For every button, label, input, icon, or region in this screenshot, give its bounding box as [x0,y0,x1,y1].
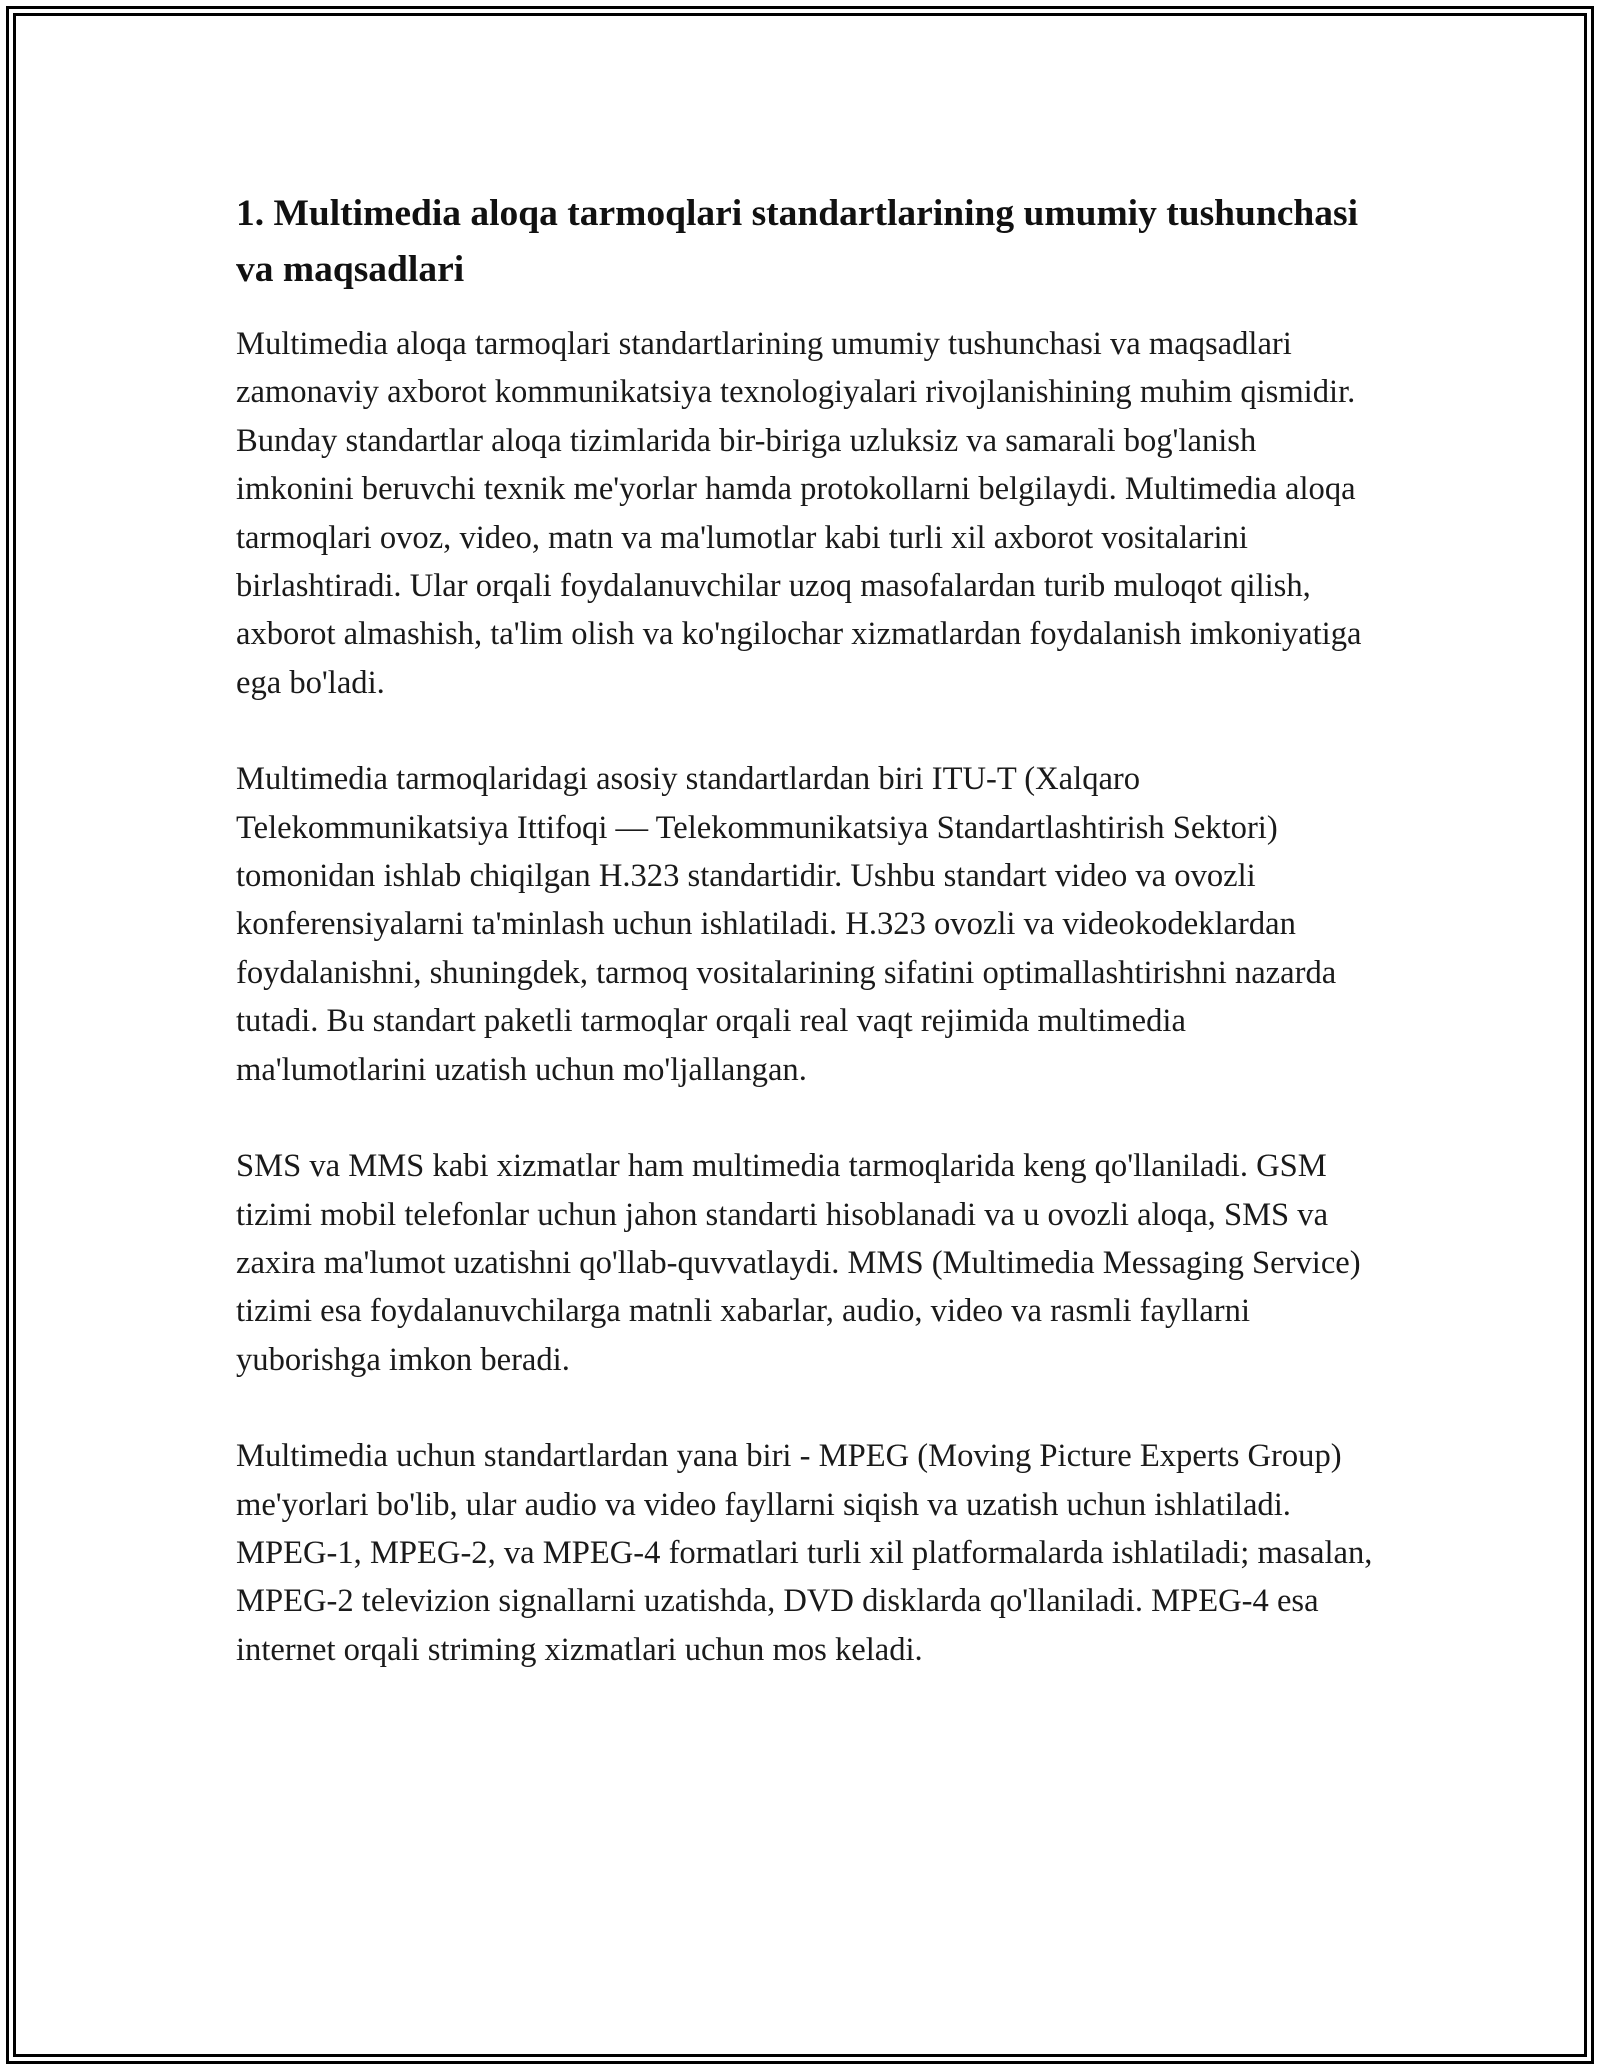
document-body [236,186,1376,1722]
paragraph-mpeg: Multimedia uchun standartlardan yana biri - MPEG (Moving Picture Experts Group) me'yorlari bo'lib, ular audio va video fayllarni siqish va uzatish uchun ishlatiladi. MPEG-1, MPEG-2, va MPEG-4 formatlari turli xil platformalarda ishlatiladi; masalan, MPEG-2 televizion signallarni uzatishda, DVD disklarda qo'llaniladi. MPEG-4 esa internet orqali striming xizmatlari uchun mos keladi. [236,1438,1373,1668]
paragraph-h323: Multimedia tarmoqlaridagi asosiy standartlardan biri ITU-T (Xalqaro Telekommunikatsiya Ittifoqi — Telekommunikatsiya Standartlashtirish Sektori) tomonidan ishlab chiqilgan H.323 standartidir. Ushbu standart video va ovozli konferensiyalarni ta'minlash uchun ishlatiladi. H.323 ovozli va videokodeklardan foydalanishni, shuningdek, tarmoq vositalarining sifatini optimallashtirishni nazarda tutadi. Bu standart paketli tarmoqlar orqali real vaqt rejimida multimedia ma'lumotlarini uzatish uchun mo'ljallangan. [236,761,1337,1088]
section-heading: 1. Multimedia aloqa tarmoqlari standartlarining umumiy tushunchasi va maqsadlari [236,193,1358,290]
paragraph-sms-mms: SMS va MMS kabi xizmatlar ham multimedia tarmoqlarida keng qo'llaniladi. GSM tizimi mobil telefonlar uchun jahon standarti hisoblanadi va u ovozli aloqa, SMS va zaxira ma'lumot uzatishni qo'llab-quvvatlaydi. MMS (Multimedia Messaging Service) tizimi esa foydalanuvchilarga matnli xabarlar, audio, video va rasmli fayllarni yuborishga imkon beradi. [236,1148,1361,1378]
paragraph-intro: Multimedia aloqa tarmoqlari standartlarining umumiy tushunchasi va maqsadlari zamonaviy axborot kommunikatsiya texnologiyalari rivojlanishining muhim qismidir. Bunday standartlar aloqa tizimlarida bir-biriga uzluksiz va samarali bog'lanish imkonini beruvchi texnik me'yorlar hamda protokollarni belgilaydi. Multimedia aloqa tarmoqlari ovoz, video, matn va ma'lumotlar kabi turli xil axborot vositalarini birlashtiradi. Ular orqali foydalanuvchilar uzoq masofalardan turib muloqot qilish, axborot almashish, ta'lim olish va ko'ngilochar xizmatlardan foydalanish imkoniyatiga ega bo'ladi. [236,326,1362,701]
